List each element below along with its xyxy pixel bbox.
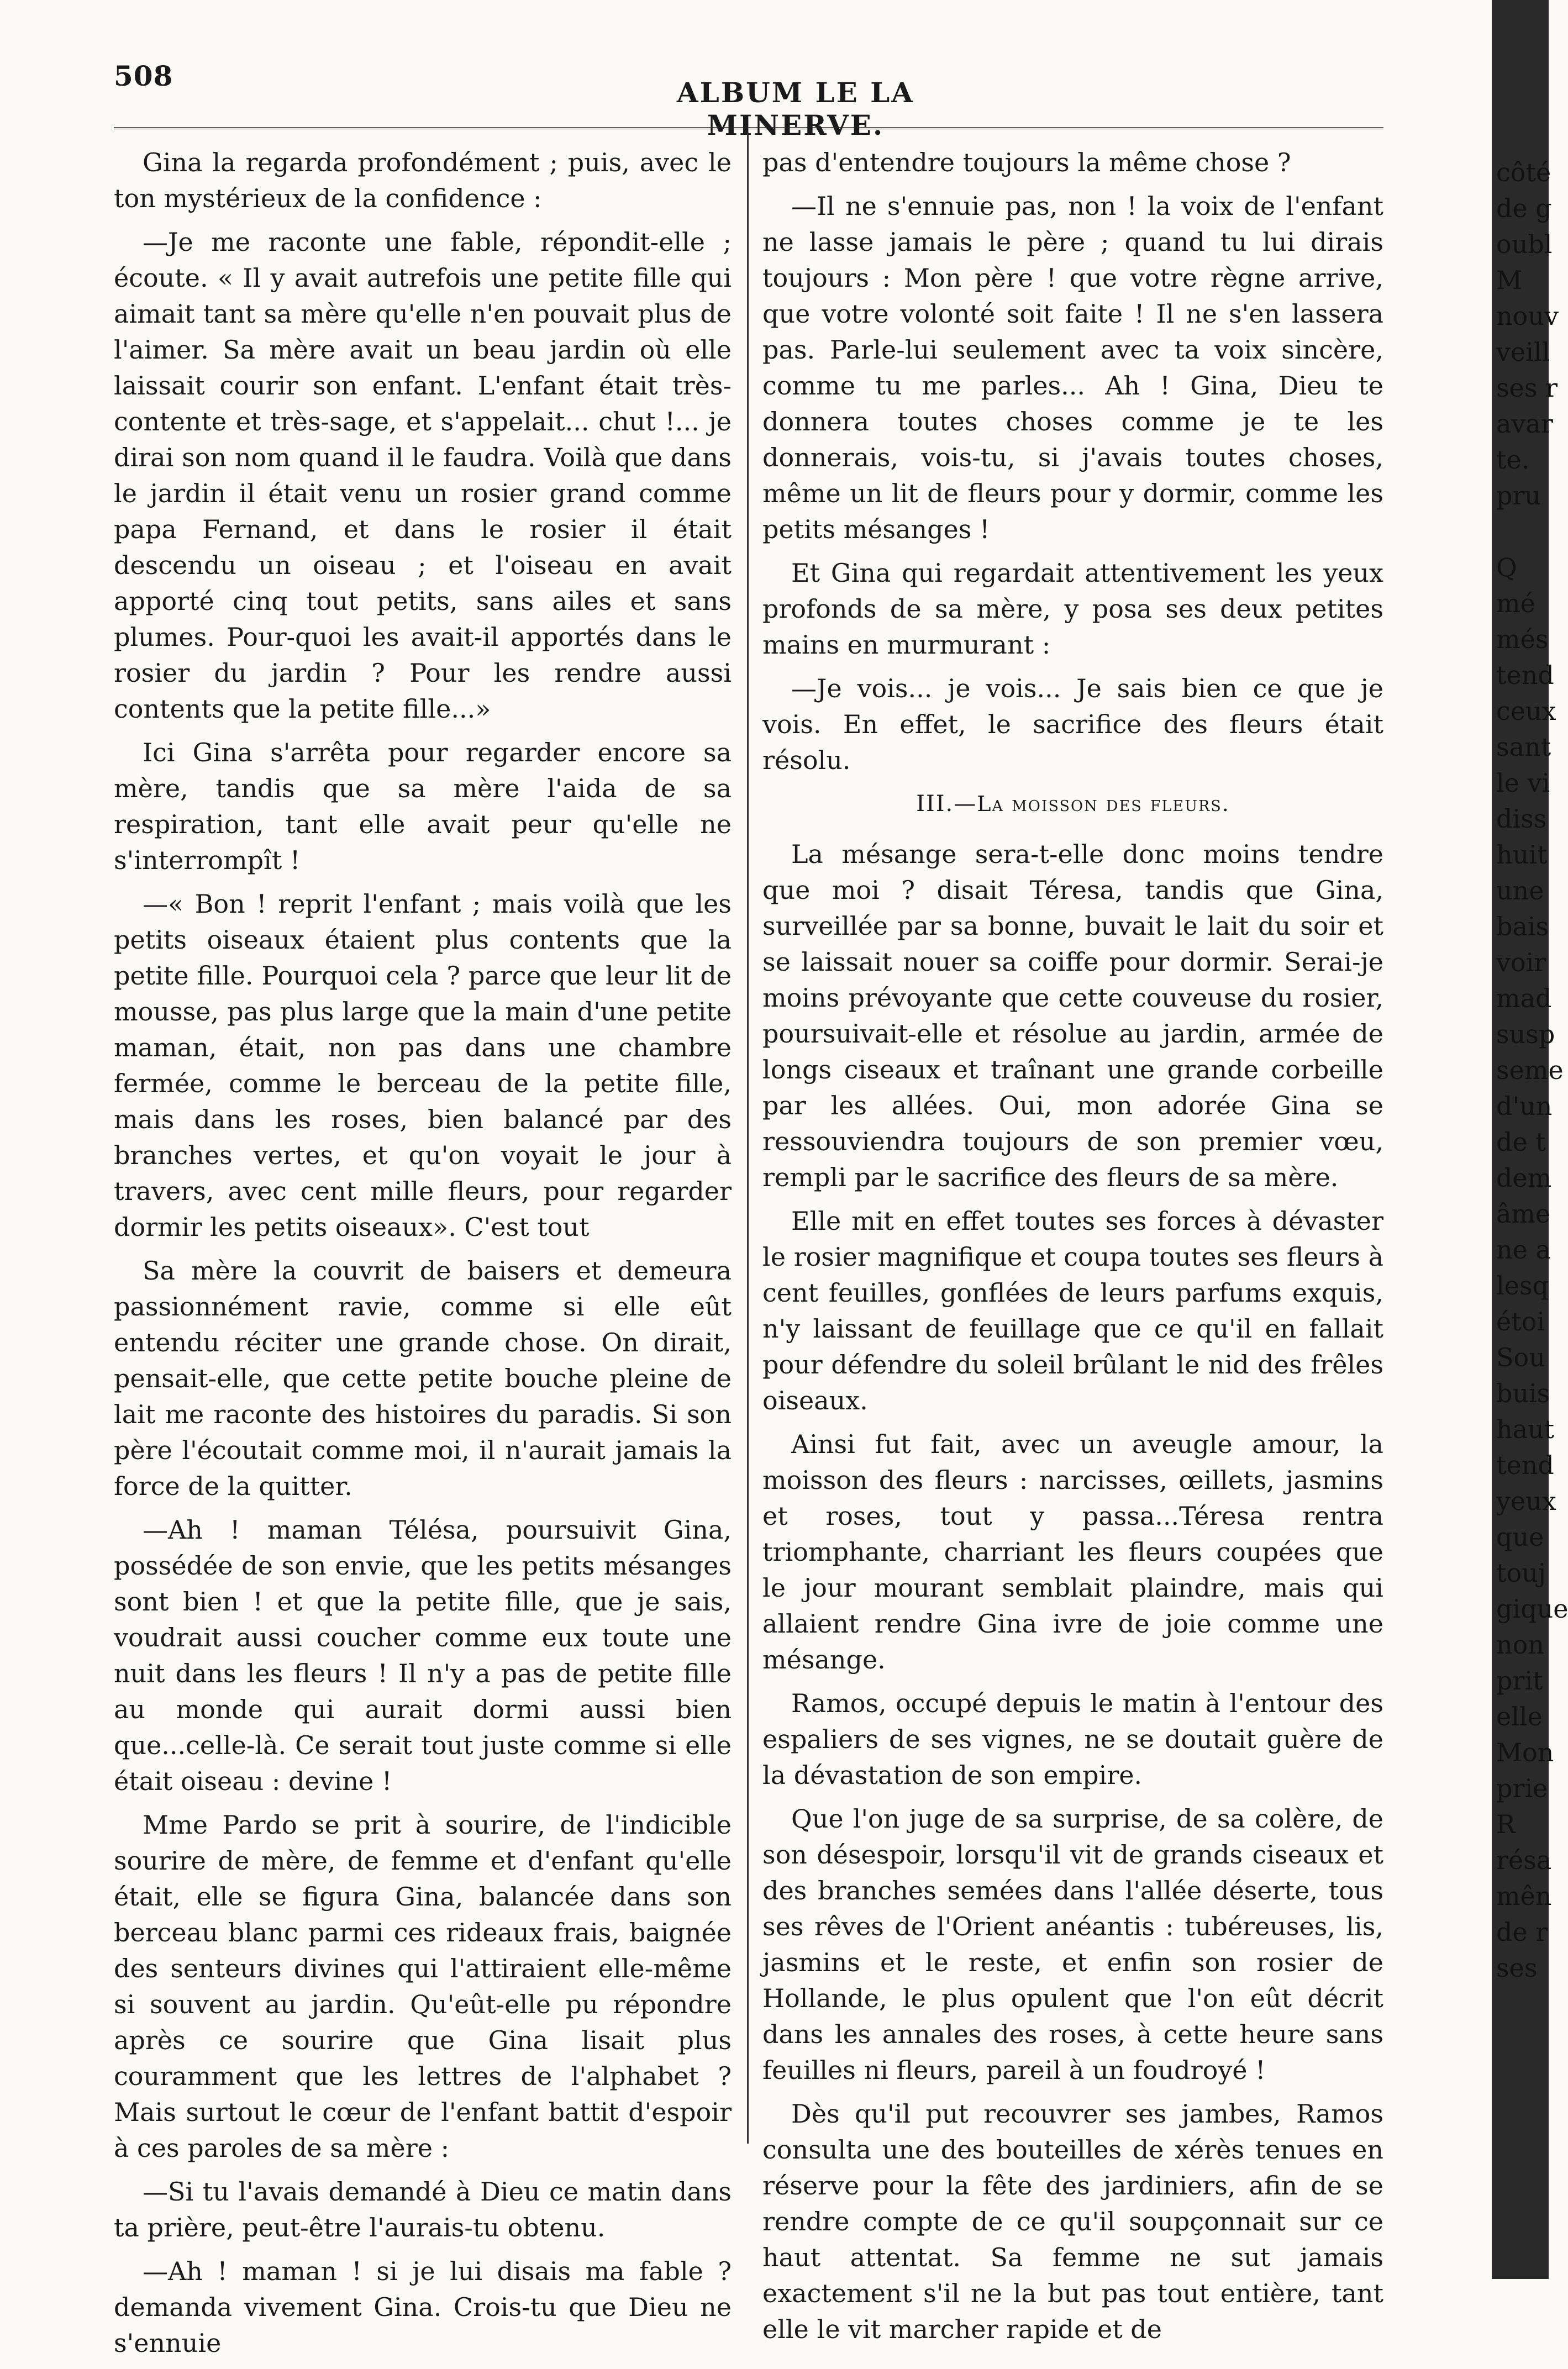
- next-page-fragment: ses: [1496, 1953, 1538, 1983]
- next-page-fragment: M: [1496, 265, 1523, 295]
- next-page-fragment: susp: [1496, 1019, 1555, 1049]
- next-page-fragment: sant: [1496, 732, 1551, 762]
- next-page-fragment: côté: [1496, 157, 1551, 187]
- next-page-fragment: elle: [1496, 1702, 1543, 1731]
- next-page-fragment: nouv: [1496, 301, 1559, 331]
- right-column: [762, 145, 1383, 2355]
- next-page-fragment: de g: [1496, 193, 1552, 223]
- next-page-fragment: de r: [1496, 1917, 1548, 1947]
- paragraph: La mésange sera-t-elle donc moins tendre que moi ? disait Téresa, tandis que Gina, surveillée par sa bonne, buvait le lait du soir et se laissait nouer sa coiffe pour dormir. Serai-je moins prévoyante que cette couveuse du rosier, poursuivait-elle et résolue au jardin, armée de longs ciseaux et traînant une grande corbeille par les allées. Oui, mon adorée Gina se ressouviendra toujours de son premier vœu, rempli par le sacrifice des fleurs de sa mère.: [762, 839, 1383, 1192]
- paragraph: pas d'entendre toujours la même chose ?: [762, 148, 1291, 177]
- running-title: ALBUM LE LA MINERVE.: [676, 76, 915, 141]
- next-page-fragment: prit: [1496, 1666, 1543, 1696]
- next-page-fragment: pru: [1496, 481, 1541, 510]
- paragraph: Ainsi fut fait, avec un aveugle amour, la moisson des fleurs : narcisses, œillets, jasmins et roses, tout y passa...Téresa rentra triomphante, charriant les fleurs coupées que le jour mourant semblait plaindre, mais qui allaient rendre Gina ivre de joie comme une mésange.: [762, 1429, 1383, 1675]
- next-page-fragment: [1496, 514, 1549, 550]
- paragraph: Que l'on juge de sa surprise, de sa colère, de son désespoir, lorsqu'il vit de grands ciseaux et des branches semées dans l'allée déserte, tous ses rêves de l'Orient anéantis : tubéreuses, lis, jasmins et le reste, et enfin son rosier de Hollande, le plus opulent que l'on eût décrit dans les annales des roses, à cette heure sans feuilles ni fleurs, pareil à un foudroyé !: [762, 1804, 1383, 2085]
- paragraph: Elle mit en effet toutes ses forces à dévaster le rosier magnifique et coupa toutes ses fleurs à cent feuilles, gonflées de leurs parfums exquis, n'y laissant de feuillage que ce qu'il en fallait pour défendre du soleil brûlant le nid des frêles oiseaux.: [762, 1206, 1383, 1415]
- section-heading: [762, 786, 1383, 822]
- next-page-fragment: te.: [1496, 445, 1530, 475]
- paragraph: —Si tu l'avais demandé à Dieu ce matin dans ta prière, peut-être l'aurais-tu obtenu.: [114, 2177, 732, 2242]
- left-column: [114, 145, 732, 2369]
- next-page-fragment: seme: [1496, 1055, 1564, 1085]
- next-page-fragment: prie: [1496, 1773, 1548, 1803]
- next-page-fragment: d'un: [1496, 1091, 1553, 1121]
- paragraph: —Ah ! maman Télésa, poursuivit Gina, possédée de son envie, que les petits mésanges sont bien ! et que la petite fille, que je sais, voudrait aussi coucher comme eux toute une nuit dans les fleurs ! Il n'y a pas de petite fille au monde qui aurait dormi aussi bien que...celle-là. Ce serait tout juste comme si elle était oiseau : devine !: [114, 1515, 732, 1796]
- next-page-fragment: dem: [1496, 1163, 1552, 1193]
- next-page-fragment: non: [1496, 1630, 1544, 1660]
- next-page-fragment: mé: [1496, 588, 1535, 618]
- next-page-fragment: haut: [1496, 1414, 1555, 1444]
- paragraph: Et Gina qui regardait attentivement les yeux profonds de sa mère, y posa ses deux petites mains en murmurant :: [762, 558, 1383, 660]
- next-page-fragment: gique: [1496, 1594, 1568, 1624]
- next-page-fragment: bais: [1496, 912, 1549, 941]
- next-page-fragment: étoi: [1496, 1307, 1545, 1336]
- next-page-fragment: touj: [1496, 1558, 1546, 1588]
- next-page-fragment: Q: [1496, 552, 1517, 582]
- next-page-fragment: que: [1496, 1522, 1544, 1552]
- next-page-fragment: mên: [1496, 1881, 1552, 1911]
- next-page-fragment: mad: [1496, 983, 1552, 1013]
- paragraph: —Il ne s'ennuie pas, non ! la voix de l'enfant ne lasse jamais le père ; quand tu lui dirais toujours : Mon père ! que votre règne arrive, que votre volonté soit faite ! Il ne s'en lassera pas. Parle-lui seulement avec ta voix sincère, comme tu me parles... Ah ! Gina, Dieu te donnera toutes choses comme je te les donnerais, vois-tu, si j'avais toutes choses, même un lit de fleurs pour y dormir, comme les petits mésanges !: [762, 191, 1383, 544]
- next-page-fragment: de t: [1496, 1127, 1546, 1157]
- next-page-fragment: une: [1496, 876, 1544, 906]
- header-rule: [114, 127, 1383, 129]
- next-page-fragment: le vi: [1496, 768, 1550, 798]
- paragraph: Gina la regarda profondément ; puis, avec le ton mystérieux de la confidence :: [114, 148, 732, 213]
- next-page-fragments: [1496, 155, 1568, 1986]
- next-page-fragment: âme: [1496, 1199, 1551, 1229]
- next-page-fragment: résa: [1496, 1845, 1552, 1875]
- next-page-fragment: veill: [1496, 337, 1550, 367]
- next-page-fragment: avar: [1496, 409, 1553, 439]
- paragraph: —« Bon ! reprit l'enfant ; mais voilà que les petits oiseaux étaient plus contents que la petite fille. Pourquoi cela ? parce que leur lit de mousse, pas plus large que la main d'une petite maman, était, non pas dans une chambre fermée, comme le berceau de la petite fille, mais dans les roses, bien balancé par des branches vertes, et qu'on voyait le jour à travers, avec cent mille fleurs, pour regarder dormir les petits oiseaux». C'est tout: [114, 889, 732, 1242]
- next-page-fragment: Mon: [1496, 1738, 1554, 1767]
- next-page-fragment: ne a: [1496, 1235, 1551, 1265]
- next-page-fragment: ceux: [1496, 696, 1556, 726]
- next-page-fragment: tend: [1496, 1450, 1554, 1480]
- column-rule: [747, 133, 749, 2144]
- section-heading-numeral: III.—: [916, 791, 977, 817]
- next-page-fragment: R: [1496, 1809, 1516, 1839]
- paragraph: —Je vois... je vois... Je sais bien ce que je vois. En effet, le sacrifice des fleurs était résolu.: [762, 673, 1383, 775]
- paragraph: Sa mère la couvrit de baisers et demeura passionnément ravie, comme si elle eût entendu réciter une grande chose. On dirait, pensait-elle, que cette petite bouche pleine de lait me raconte des histoires du paradis. Si son père l'écoutait comme moi, il n'aurait jamais la force de la quitter.: [114, 1256, 732, 1501]
- section-heading-title: La moisson des fleurs.: [977, 792, 1230, 816]
- paragraph: Dès qu'il put recouvrer ses jambes, Ramos consulta une des bouteilles de xérès tenues en réserve pour la fête des jardiniers, afin de se rendre compte de ce qu'il soupçonnait sur ce haut attentat. Sa femme ne sut jamais exactement s'il ne la but pas tout entière, tant elle le vit marcher rapide et de: [762, 2099, 1383, 2344]
- next-page-fragment: buis: [1496, 1378, 1550, 1408]
- next-page-fragment: lesq: [1496, 1271, 1549, 1301]
- paragraph: Mme Pardo se prit à sourire, de l'indicible sourire de mère, de femme et d'enfant qu'elle était, elle se figura Gina, balancée dans son berceau blanc parmi ces rideaux frais, baignée des senteurs divines qui l'attiraient elle-même si souvent au jardin. Qu'eût-elle pu répondre après ce sourire que Gina lisait plus couramment que les lettres de l'alphabet ? Mais surtout le cœur de l'enfant battit d'espoir à ces paroles de sa mère :: [114, 1810, 732, 2163]
- next-page-fragment: voir: [1496, 947, 1546, 977]
- paragraph: —Ah ! maman ! si je lui disais ma fable ? demanda vivement Gina. Crois-tu que Dieu ne s'ennuie: [114, 2256, 732, 2358]
- paragraph: Ramos, occupé depuis le matin à l'entour des espaliers de ses vignes, ne se doutait guère de la dévastation de son empire.: [762, 1688, 1383, 1790]
- next-page-fragment: diss: [1496, 804, 1547, 834]
- next-page-fragment: tend: [1496, 660, 1554, 690]
- next-page-fragment: yeux: [1496, 1486, 1556, 1516]
- next-page-fragment: Sou: [1496, 1343, 1545, 1372]
- page-number: 508: [114, 60, 173, 92]
- paragraph: Ici Gina s'arrêta pour regarder encore sa mère, tandis que sa mère l'aida de sa respiration, tant elle avait peur qu'elle ne s'interrompît !: [114, 738, 732, 875]
- next-page-fragment: més: [1496, 624, 1549, 654]
- next-page-fragment: oubl: [1496, 229, 1553, 259]
- next-page-fragment: huit: [1496, 840, 1548, 870]
- next-page-fragment: ses r: [1496, 373, 1558, 403]
- paragraph: —Je me raconte une fable, répondit-elle ; écoute. « Il y avait autrefois une petite fille qui aimait tant sa mère qu'elle n'en pouvait plus de l'aimer. Sa mère avait un beau jardin où elle laissait courir son enfant. L'enfant était très-contente et très-sage, et s'appelait... chut !... je dirai son nom quand il le faudra. Voilà que dans le jardin il était venu un rosier grand comme papa Fernand, et dans le rosier il était descendu un oiseau ; et l'oiseau en avait apporté cinq tout petits, sans ailes et sans plumes. Pour-quoi les avait-il apportés dans le rosier du jardin ? Pour les rendre aussi contents que la petite fille...»: [114, 227, 732, 724]
